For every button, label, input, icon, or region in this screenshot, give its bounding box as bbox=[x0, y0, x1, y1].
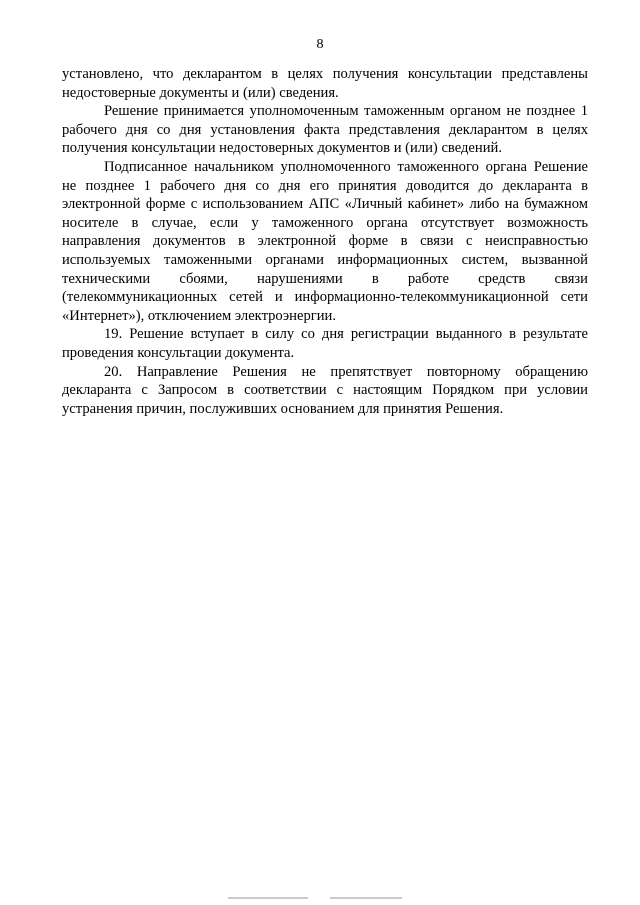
document-body bbox=[62, 65, 588, 418]
page-number: 8 bbox=[316, 37, 324, 52]
scan-artifact-line bbox=[330, 897, 402, 899]
paragraph-continuation: установлено, что декларантом в целях получения консультации представлены недостоверные документы и (или) сведения. bbox=[62, 66, 588, 101]
paragraph-item-19: 19. Решение вступает в силу со дня регистрации выданного в результате проведения консультации документа. bbox=[62, 326, 588, 361]
paragraph-decision-delivery: Подписанное начальником уполномоченного таможенного органа Решение не позднее 1 рабочего дня со дня его принятия доводится до декларанта в электронной форме с использованием АПС «Личный кабинет» либо на бумажном носителе в случае, если у таможенного органа отсутствует возможность направления документов в электронной форме в связи с неисправностью используемых таможенными органами информационных систем, вызванной техническими сбоями, нарушениями в работе средств связи (телекоммуникационных сетей и информационно-телекоммуникационной сети «Интернет»), отключением электроэнергии. bbox=[62, 158, 588, 324]
scan-artifact-line bbox=[228, 897, 308, 899]
paragraph-decision-timing: Решение принимается уполномоченным таможенным органом не позднее 1 рабочего дня со дня установления факта представления декларантом в целях получения консультации недостоверных документов и (или) сведений. bbox=[62, 103, 588, 157]
paragraph-item-20: 20. Направление Решения не препятствует повторному обращению декларанта с Запросом в соответствии с настоящим Порядком при условии устранения причин, послуживших основанием для принятия Решения. bbox=[62, 363, 588, 417]
